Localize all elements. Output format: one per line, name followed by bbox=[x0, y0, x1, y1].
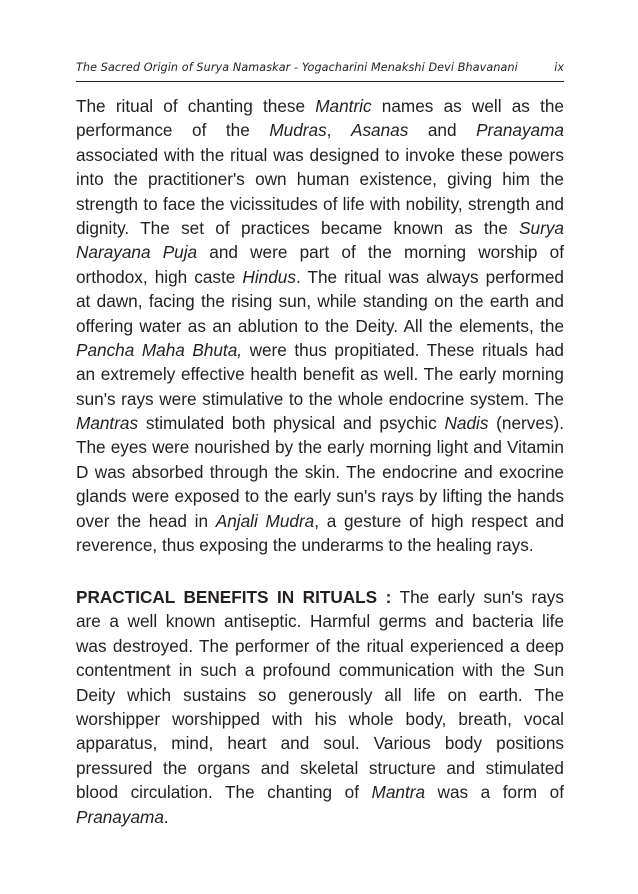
italic-term: Pranayama bbox=[76, 806, 164, 827]
text-run: associated with the ritual was designed to invoke these powers bbox=[76, 144, 564, 165]
text-line bbox=[76, 731, 564, 755]
italic-term: Narayana Puja bbox=[76, 242, 198, 263]
text-run: worshipper worshipped with his whole body, breath, vocal bbox=[76, 708, 564, 729]
running-header-title: The Sacred Origin of Surya Namaskar - Yogacharini Menakshi Devi Bhavanani bbox=[76, 61, 518, 74]
text-line bbox=[76, 780, 564, 804]
page-number: ix bbox=[554, 61, 564, 74]
paragraph-ritual-description bbox=[76, 94, 564, 557]
italic-term: Pancha Maha Bhuta, bbox=[76, 339, 243, 360]
text-run: pressured the organs and skeletal structure and stimulated bbox=[76, 757, 564, 778]
italic-term: Asanas bbox=[351, 120, 409, 141]
text-line bbox=[76, 533, 564, 557]
text-line bbox=[76, 338, 564, 362]
text-run: orthodox, high caste bbox=[76, 266, 243, 287]
text-run: and bbox=[408, 120, 477, 141]
header-divider bbox=[76, 81, 564, 82]
text-line bbox=[76, 484, 564, 508]
text-line bbox=[76, 509, 564, 533]
text-line bbox=[76, 609, 564, 633]
italic-term: Mantra bbox=[371, 782, 426, 803]
text-run: . The ritual was always performed bbox=[295, 266, 564, 287]
text-line bbox=[76, 118, 564, 142]
text-run: sun's rays were stimulative to the whole endocrine system. The bbox=[76, 388, 564, 409]
text-run: The early sun's rays bbox=[391, 587, 564, 607]
text-line bbox=[76, 707, 564, 731]
text-run: over the head in bbox=[76, 510, 216, 531]
text-line bbox=[76, 411, 564, 435]
text-line bbox=[76, 387, 564, 411]
text-run: names as well as the bbox=[371, 96, 564, 116]
text-run: , a gesture of high respect and bbox=[314, 510, 564, 531]
text-run: dignity. The set of practices became known as the bbox=[76, 217, 520, 238]
text-run: blood circulation. The chanting of bbox=[76, 782, 372, 803]
text-line bbox=[76, 683, 564, 707]
text-run: contentment in such a profound communication with the Sun bbox=[76, 660, 564, 681]
text-run: and were part of the morning worship of bbox=[197, 242, 564, 263]
text-run: into the practitioner's own human existence, giving him the bbox=[76, 169, 564, 190]
text-line bbox=[76, 192, 564, 216]
text-line bbox=[76, 634, 564, 658]
paragraph-practical-benefits bbox=[76, 585, 564, 829]
text-run: The ritual of chanting these bbox=[76, 96, 316, 116]
text-line bbox=[76, 756, 564, 780]
text-run: strength to face the vicissitudes of life with nobility, strength and bbox=[76, 193, 564, 214]
text-line bbox=[76, 314, 564, 338]
text-run: stimulated both physical and psychic bbox=[138, 413, 445, 434]
text-run: performance of the bbox=[76, 120, 270, 141]
text-run: Deity which sustains so generously all life on earth. The bbox=[76, 684, 564, 705]
italic-term: Pranayama bbox=[476, 120, 564, 141]
text-line bbox=[76, 435, 564, 459]
text-run: are a well known antiseptic. Harmful germs and bacteria life bbox=[76, 611, 564, 632]
italic-term: Mudras bbox=[269, 120, 327, 141]
text-run: was destroyed. The performer of the ritual experienced a deep bbox=[76, 635, 564, 656]
text-run: offering water as an ablution to the Deity. All the elements, the bbox=[76, 315, 564, 336]
text-line bbox=[76, 240, 564, 264]
text-run: reverence, thus exposing the underarms to the healing rays. bbox=[76, 535, 534, 556]
text-line bbox=[76, 805, 564, 829]
text-run: The eyes were nourished by the early morning light and Vitamin bbox=[76, 437, 564, 458]
text-run: an extremely effective health benefit as well. The early morning bbox=[76, 364, 564, 385]
text-run: D was absorbed through the skin. The endocrine and exocrine bbox=[76, 461, 564, 482]
running-header bbox=[76, 61, 564, 77]
text-run: . bbox=[163, 806, 169, 827]
text-line bbox=[76, 289, 564, 313]
text-line bbox=[76, 167, 564, 191]
italic-term: Nadis bbox=[444, 413, 489, 434]
text-line bbox=[76, 658, 564, 682]
italic-term: Anjali Mudra bbox=[215, 510, 315, 531]
bold-heading-text: PRACTICAL BENEFITS IN RITUALS : bbox=[76, 587, 392, 607]
text-run: glands were exposed to the early sun's rays by lifting the hands bbox=[76, 486, 564, 507]
text-line bbox=[76, 265, 564, 289]
text-line bbox=[76, 216, 564, 240]
italic-term: Surya bbox=[519, 217, 564, 238]
text-line bbox=[76, 460, 564, 484]
text-line bbox=[76, 94, 564, 118]
text-line bbox=[76, 143, 564, 167]
text-run: apparatus, mind, heart and soul. Various body positions bbox=[76, 733, 564, 754]
text-line bbox=[76, 585, 564, 609]
text-run: at dawn, facing the rising sun, while standing on the earth and bbox=[76, 291, 564, 312]
text-run: , bbox=[326, 120, 351, 141]
text-run: (nerves). bbox=[488, 413, 564, 434]
text-run: was a form of bbox=[425, 782, 564, 803]
text-run: were thus propitiated. These rituals had bbox=[242, 339, 564, 360]
italic-term: Hindus bbox=[242, 266, 296, 287]
italic-term: Mantric bbox=[315, 96, 372, 116]
text-line bbox=[76, 362, 564, 386]
italic-term: Mantras bbox=[76, 413, 139, 434]
